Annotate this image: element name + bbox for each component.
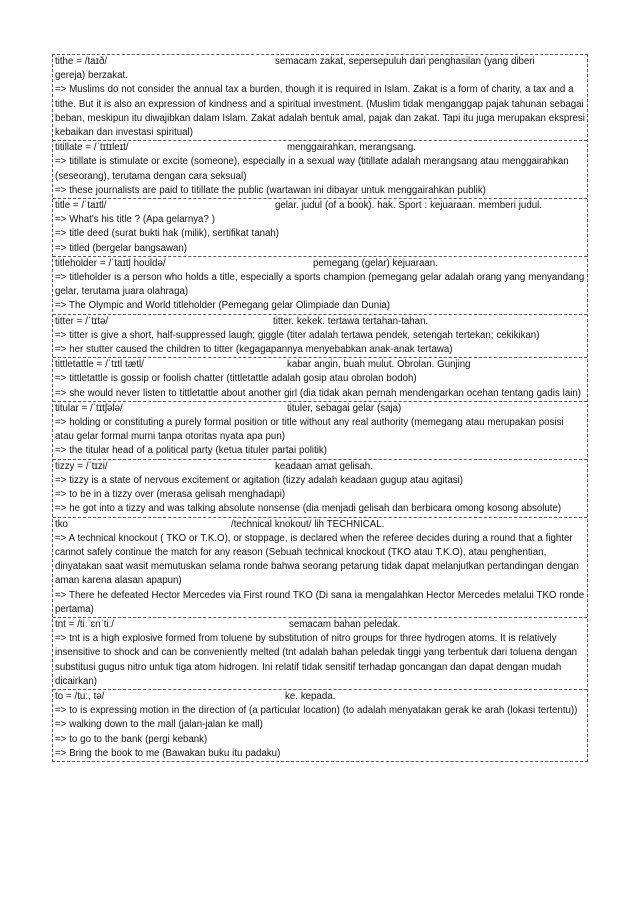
dictionary-entry: [53, 55, 587, 141]
entry-definition: semacam bahan peledak.: [289, 618, 401, 630]
entry-definition: pemegang (gelar) kejuaraan.: [313, 257, 438, 269]
entry-example-line: => to is expressing motion in the direction of (a particular location) (to adalah menyatakan gerak ke arah (lokasi tertentu)): [55, 705, 578, 717]
entry-headline: [55, 402, 585, 416]
entry-example-line: => Muslims do not consider the annual tax a burden, though it is required in Islam. Zakat is a form of charity, a tax and a tithe. But it is also an expression of kindness and a spiritual investment. (Muslim tidak menganggap pajak tahunan sebagai beban, meskipun itu diwajibkan dalam Islam. Zakat adalah bentuk amal, pajak dan zakat. Tapi itu juga merupakan ekspresi kebaikan dan investasi spiritual): [55, 84, 585, 139]
entry-example-line: => There he defeated Hector Mercedes via First round TKO (Di sana ia mengalahkan Hector Mercedes melalui TKO ronde pertama): [55, 589, 585, 615]
entry-headline: [55, 358, 585, 372]
entry-example-line: => What's his title ? (Apa gelarnya? ): [55, 214, 215, 226]
dictionary-entries: [52, 54, 588, 762]
headword-pronunciation: to = /tuː, tə/: [55, 690, 105, 702]
dictionary-entry: [53, 690, 587, 761]
dictionary-entry: [53, 315, 587, 359]
headword-pronunciation: titillate = /ˈtɪtɪleɪt/: [55, 142, 129, 154]
dictionary-entry: [53, 358, 587, 402]
entry-definition: gelar. judul (of a book). hak. Sport : kejuaraan. memberi judul.: [275, 200, 542, 212]
entry-headline: [55, 690, 585, 704]
entry-headline: [55, 55, 585, 69]
headword-pronunciation: title = /ˈtaɪtl/: [55, 200, 107, 212]
dictionary-entry: [53, 518, 587, 618]
entry-headline: [55, 618, 585, 632]
dictionary-entry: [53, 257, 587, 315]
entry-example-line: => titillate is stimulate or excite (someone), especially in a sexual way (titillate adalah merangsang atau menggairahkan (seseorang), terutama dengan cara seksual): [55, 156, 569, 182]
entry-headline: [55, 518, 585, 532]
entry-definition: ke. kepada.: [285, 690, 336, 702]
entry-headline: [55, 315, 585, 329]
dictionary-entry: [53, 141, 587, 199]
entry-example-line: => tittletattle is gossip or foolish chatter (tittletattle adalah gosip atau obrolan bodoh): [55, 373, 417, 385]
dictionary-entry: [53, 460, 587, 518]
entry-definition: semacam zakat, sepersepuluh dari penghasilan (yang diberi: [275, 56, 535, 67]
entry-example-line: => tnt is a high explosive formed from toluene by substitution of nitro groups for three hydrogen atoms. It is relatively insensitive to shock and can be conveniently melted (tnt adalah bahan peledak tinggi yang terbentuk dari toluena dengan substitusi gugus nitro untuk tiga atom hidrogen. Ini relatif tidak sensitif terhadap goncangan dan dapat dengan mudah dicairkan): [55, 633, 578, 687]
entry-example-line: => Bring the book to me (Bawakan buku itu padaku): [55, 747, 281, 759]
dictionary-entry: [53, 199, 587, 257]
entry-headline: [55, 141, 585, 155]
entry-example-line: => these journalists are paid to titillate the public (wartawan ini dibayar untuk menggairahkan publik): [55, 184, 486, 196]
entry-definition: tituler, sebagai gelar (saja): [287, 402, 402, 414]
entry-example-line: => walking down to the mall (jalan-jalan ke mall): [55, 719, 263, 731]
entry-example-line: => A technical knockout ( TKO or T.K.O), or stoppage, is declared when the referee decides during a round that a fighter cannot safely continue the match for any reason (Sebuah technical knockout (TKO atau T.K.O), atau penghentian, dinyatakan saat wasit memutuskan selama ronde bahwa seorang petarung tidak dapat melanjutkan pertandingan dengan aman karena alasan apapun): [55, 532, 579, 587]
entry-headline: [55, 257, 585, 271]
entry-example-line: => to go to the bank (pergi kebank): [55, 733, 208, 745]
headword-pronunciation: titular = /ˈtɪtʃələ/: [55, 402, 123, 414]
headword-pronunciation: tnt = /tiːˈɛnˈtiː/: [55, 618, 114, 630]
entry-example-line: => The Olympic and World titleholder (Pemegang gelar Olimpiade dan Dunia): [55, 300, 390, 312]
entry-definition: kabar angin, buah mulut. Obrolan. Gunjing: [287, 359, 471, 371]
entry-example-line: => the titular head of a political party (ketua tituler partai politik): [55, 445, 327, 457]
entry-definition: titter. kekek. tertawa tertahan-tahan.: [273, 315, 429, 327]
dictionary-entry: [53, 402, 587, 460]
entry-example-line: => titter is give a short, half-suppressed laugh; giggle (titer adalah tertawa pendek, setengah tertekan; cekikikan): [55, 329, 540, 341]
headword-pronunciation: tko: [55, 518, 68, 530]
headword-pronunciation: titter = /ˈtɪtə/: [55, 315, 109, 327]
entry-example-line: => title deed (surat bukti hak (milik), sertifikat tanah): [55, 228, 279, 240]
entry-definition: /technical knokout/ lih TECHNICAL.: [231, 518, 385, 530]
headword-pronunciation: tittletattle = /ˈtɪtl tætl/: [55, 359, 144, 371]
entry-example-line: => titleholder is a person who holds a title, especially a sports champion (pemegang gelar adalah orang yang menyandang gelar, terutama juara olahraga): [55, 272, 585, 298]
entry-definition: keadaan amat gelisah.: [275, 460, 373, 472]
entry-example-line: => tizzy is a state of nervous excitement or agitation (tizzy adalah keadaan gugup atau agitasi): [55, 474, 463, 486]
entry-example-line: => he got into a tizzy and was talking absolute nonsense (dia menjadi gelisah dan berbicara omong kosong absolute): [55, 503, 562, 515]
entry-headline: [55, 199, 585, 213]
entry-example-line: => her stutter caused the children to titter (kegagapannya menyebabkan anak-anak tertawa): [55, 344, 453, 356]
entry-headline: [55, 460, 585, 474]
entry-example-line: => to be in a tizzy over (merasa gelisah menghadapi): [55, 489, 286, 501]
entry-example-line: gereja) berzakat.: [55, 70, 128, 82]
entry-definition: menggairahkan, merangsang.: [287, 142, 416, 154]
headword-pronunciation: tithe = /taɪð/: [55, 56, 108, 67]
dictionary-entry: [53, 618, 587, 690]
entry-example-line: => titled (bergelar bangsawan): [55, 242, 188, 254]
headword-pronunciation: tizzy = /ˈtɪzi/: [55, 460, 108, 472]
headword-pronunciation: titleholder = /ˈtaɪtl̩ hoʊldə/: [55, 257, 166, 269]
entry-example-line: => she would never listen to tittletattle about another girl (dia tidak akan pernah mendengarkan ocehan tentang gadis lain): [55, 387, 581, 399]
entry-example-line: => holding or constituting a purely formal position or title without any real authority (memegang atau merupakan posisi atau gelar formal murni tanpa otoritas nyata apa pun): [55, 417, 564, 443]
